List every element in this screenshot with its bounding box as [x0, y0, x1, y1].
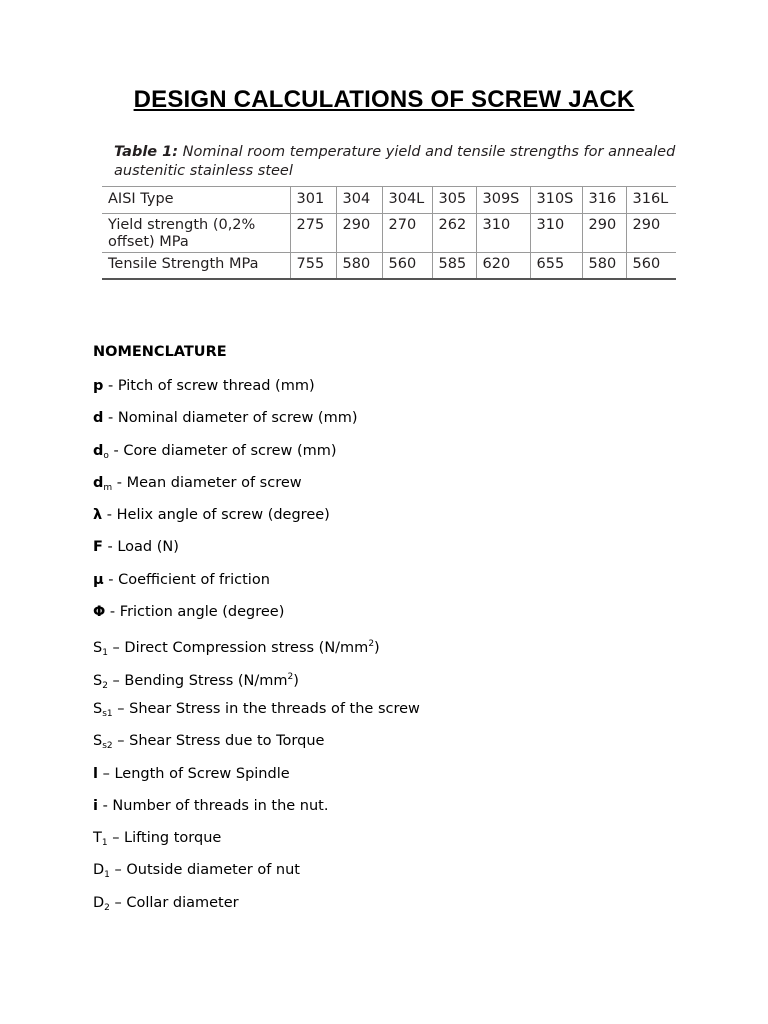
nomenclature-item [93, 634, 420, 666]
nomenclature-item [93, 473, 420, 505]
nomenclature-symbol: S [93, 733, 103, 750]
nomenclature-description: – Shear Stress due to Torque [112, 733, 325, 750]
nomenclature-item [93, 505, 420, 537]
table-cell: 310 [476, 213, 530, 252]
table-cell: 560 [626, 252, 676, 279]
nomenclature-symbol: d [93, 442, 104, 459]
table-row-yield [102, 213, 676, 252]
nomenclature-description: – Shear Stress in the threads of the screw [112, 700, 420, 717]
nomenclature-subscript: o [103, 450, 109, 461]
table-cell: 290 [626, 213, 676, 252]
table-header-cell: 316 [582, 187, 626, 213]
table-header-row [102, 187, 676, 213]
table-cell: 270 [382, 213, 432, 252]
nomenclature-description: – Length of Screw Spindle [97, 765, 290, 782]
nomenclature-list [93, 376, 420, 925]
nomenclature-description: - Mean diameter of screw [112, 474, 302, 491]
nomenclature-description: – Direct Compression stress (N/mm [107, 640, 369, 657]
table-caption-label: Table 1: [114, 144, 179, 160]
nomenclature-subscript: 1 [102, 648, 108, 659]
nomenclature-item [93, 408, 420, 440]
nomenclature-item [93, 441, 420, 473]
table-header-cell: 310S [530, 187, 582, 213]
nomenclature-subscript: s2 [102, 741, 113, 752]
nomenclature-symbol: T [93, 830, 102, 847]
table-header-cell: 304 [336, 187, 382, 213]
nomenclature-subscript: s1 [102, 708, 113, 719]
nomenclature-symbol: S [93, 700, 103, 717]
nomenclature-item [93, 376, 420, 408]
table-cell: 275 [290, 213, 336, 252]
table-cell: 580 [582, 252, 626, 279]
nomenclature-description: – Bending Stress (N/mm [107, 672, 288, 689]
table-cell: 290 [336, 213, 382, 252]
nomenclature-description: – Outside diameter of nut [109, 862, 300, 879]
nomenclature-symbol: λ [93, 507, 103, 524]
nomenclature-subscript: m [103, 482, 113, 493]
nomenclature-item [93, 764, 420, 796]
nomenclature-description-tail: ) [293, 672, 299, 689]
nomenclature-description: - Nominal diameter of screw (mm) [103, 410, 358, 427]
nomenclature-item [93, 602, 420, 634]
nomenclature-symbol: D [93, 862, 105, 879]
nomenclature-symbol: S [93, 640, 103, 657]
nomenclature-description: – Collar diameter [109, 894, 239, 911]
table-cell: 755 [290, 252, 336, 279]
nomenclature-superscript: 2 [287, 671, 294, 682]
nomenclature-description-tail: ) [374, 640, 380, 657]
nomenclature-symbol: S [93, 672, 103, 689]
table-row-tensile [102, 252, 676, 279]
table-caption-text: Nominal room temperature yield and tensile strengths for annealed austenitic stainless steel [114, 144, 676, 179]
nomenclature-symbol: μ [93, 571, 104, 588]
table-cell: 290 [582, 213, 626, 252]
nomenclature-item [93, 537, 420, 569]
nomenclature-heading: NOMENCLATURE [93, 344, 227, 360]
table-header-cell: 316L [626, 187, 676, 213]
page-title: DESIGN CALCULATIONS OF SCREW JACK [133, 86, 635, 113]
nomenclature-symbol: l [93, 765, 98, 782]
nomenclature-description: - Coefficient of friction [103, 571, 270, 588]
table-header-cell: 305 [432, 187, 476, 213]
table-cell: 585 [432, 252, 476, 279]
table-header-cell: 301 [290, 187, 336, 213]
nomenclature-symbol: d [93, 410, 104, 427]
table-cell: 580 [336, 252, 382, 279]
nomenclature-item [93, 796, 420, 828]
nomenclature-subscript: 2 [104, 902, 110, 913]
nomenclature-description: - Pitch of screw thread (mm) [103, 378, 315, 394]
nomenclature-description: - Load (N) [102, 539, 179, 556]
nomenclature-description: - Core diameter of screw (mm) [108, 442, 337, 459]
table-caption [102, 133, 676, 187]
nomenclature-symbol: F [93, 539, 103, 556]
stainless-steel-table-figure [102, 133, 676, 287]
table-header-cell: AISI Type [102, 187, 290, 213]
table-cell: 560 [382, 252, 432, 279]
table-cell: 262 [432, 213, 476, 252]
nomenclature-subscript: 1 [104, 870, 110, 881]
nomenclature-item [93, 731, 420, 763]
table-row-label: Yield strength (0,2% offset) MPa [102, 213, 290, 252]
nomenclature-item [93, 667, 420, 699]
table-header-cell: 304L [382, 187, 432, 213]
strength-table [102, 187, 676, 280]
nomenclature-item [93, 699, 420, 731]
nomenclature-symbol: Φ [93, 604, 106, 621]
table-row-label: Tensile Strength MPa [102, 252, 290, 279]
nomenclature-description: - Number of threads in the nut. [97, 797, 329, 814]
nomenclature-item [93, 570, 420, 602]
nomenclature-symbol: p [93, 378, 104, 394]
nomenclature-symbol: D [93, 894, 105, 911]
nomenclature-item [93, 828, 420, 860]
nomenclature-subscript: 2 [102, 680, 108, 691]
table-cell: 620 [476, 252, 530, 279]
nomenclature-section [93, 344, 420, 925]
table-cell: 655 [530, 252, 582, 279]
nomenclature-superscript: 2 [368, 639, 375, 650]
nomenclature-subscript: 1 [101, 838, 108, 849]
nomenclature-description: - Helix angle of screw (degree) [102, 507, 330, 524]
nomenclature-symbol: i [93, 797, 98, 814]
nomenclature-description: - Friction angle (degree) [105, 604, 285, 621]
nomenclature-item [93, 893, 420, 925]
table-cell: 310 [530, 213, 582, 252]
table-header-cell: 309S [476, 187, 530, 213]
nomenclature-symbol: d [93, 474, 104, 491]
nomenclature-description: – Lifting torque [107, 830, 222, 847]
nomenclature-item [93, 860, 420, 892]
